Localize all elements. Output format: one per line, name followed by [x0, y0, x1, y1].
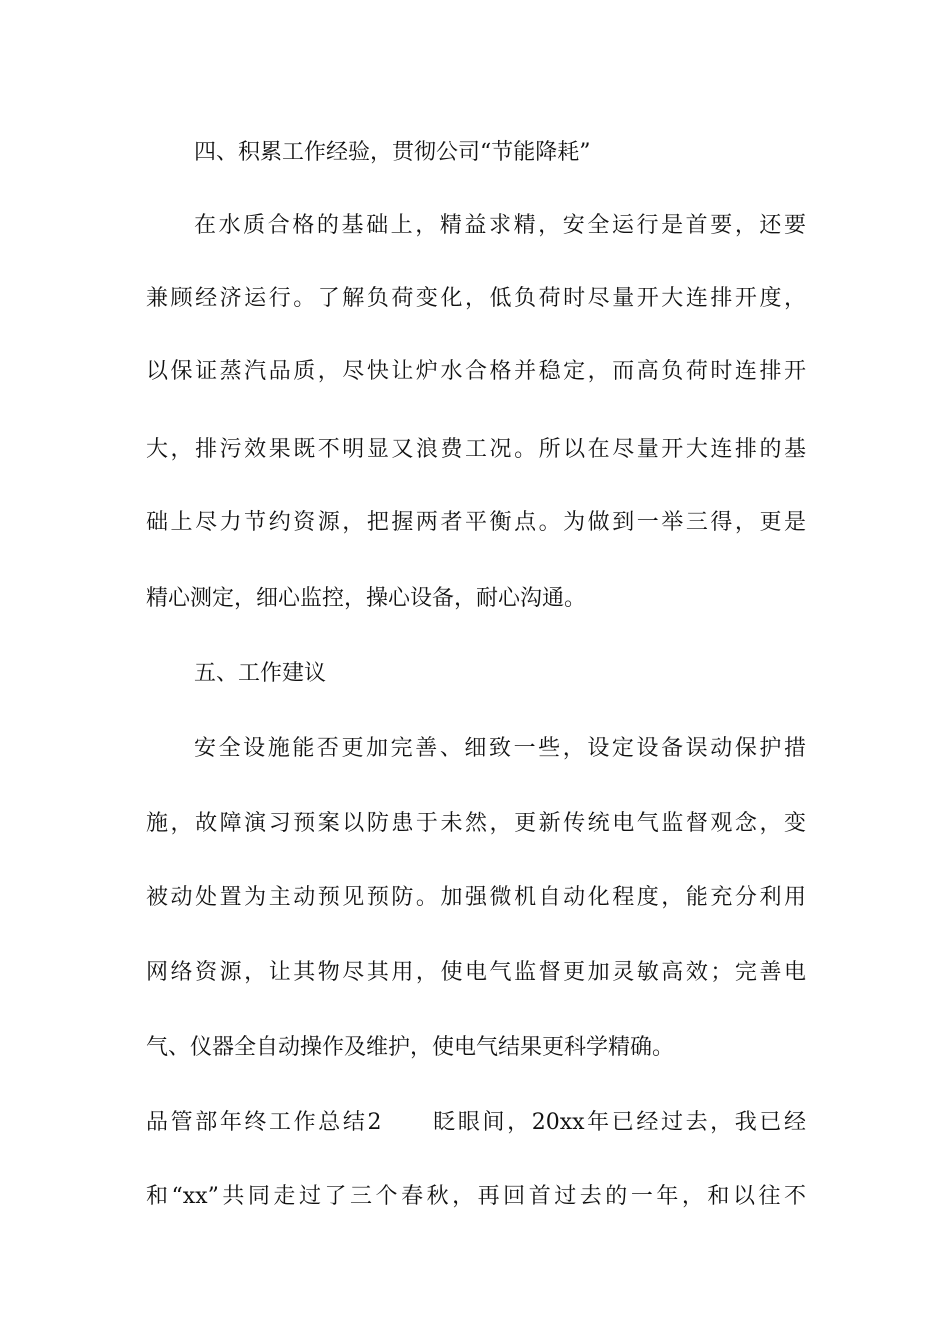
paragraph-line: 网络资源，让其物尽其用，使电气监督更加灵敏高效；完善电: [146, 960, 806, 985]
paragraph-line: 兼顾经济运行。了解负荷变化，低负荷时尽量开大连排开度，: [146, 286, 806, 311]
paragraph-line: 础上尽力节约资源，把握两者平衡点。为做到一举三得，更是: [146, 510, 806, 535]
section-heading-5: 五、工作建议: [194, 661, 327, 686]
paragraph-line: 和“xx”共同走过了三个春秋，再回首过去的一年，和以往不: [146, 1184, 806, 1209]
paragraph-line: 施，故障演习预案以防患于未然，更新传统电气监督观念，变: [146, 811, 806, 836]
section-heading-4: 四、积累工作经验，贯彻公司“节能降耗”: [194, 140, 591, 165]
paragraph-line: 在水质合格的基础上，精益求精，安全运行是首要，还要: [194, 213, 806, 238]
paragraph-line: 以保证蒸汽品质，尽快让炉水合格并稳定，而高负荷时连排开: [146, 359, 806, 384]
paragraph-line: 品管部年终工作总结2 眨眼间，20xx年已经过去，我已经: [146, 1110, 806, 1135]
paragraph-line: 大，排污效果既不明显又浪费工况。所以在尽量开大连排的基: [146, 437, 806, 462]
paragraph-line: 安全设施能否更加完善、细致一些，设定设备误动保护措: [194, 736, 806, 761]
paragraph-line: 被动处置为主动预见预防。加强微机自动化程度，能充分利用: [146, 885, 806, 910]
paragraph-line: 气、仪器全自动操作及维护，使电气结果更科学精确。: [146, 1035, 675, 1060]
paragraph-line: 精心测定，细心监控，操心设备，耐心沟通。: [146, 586, 587, 611]
